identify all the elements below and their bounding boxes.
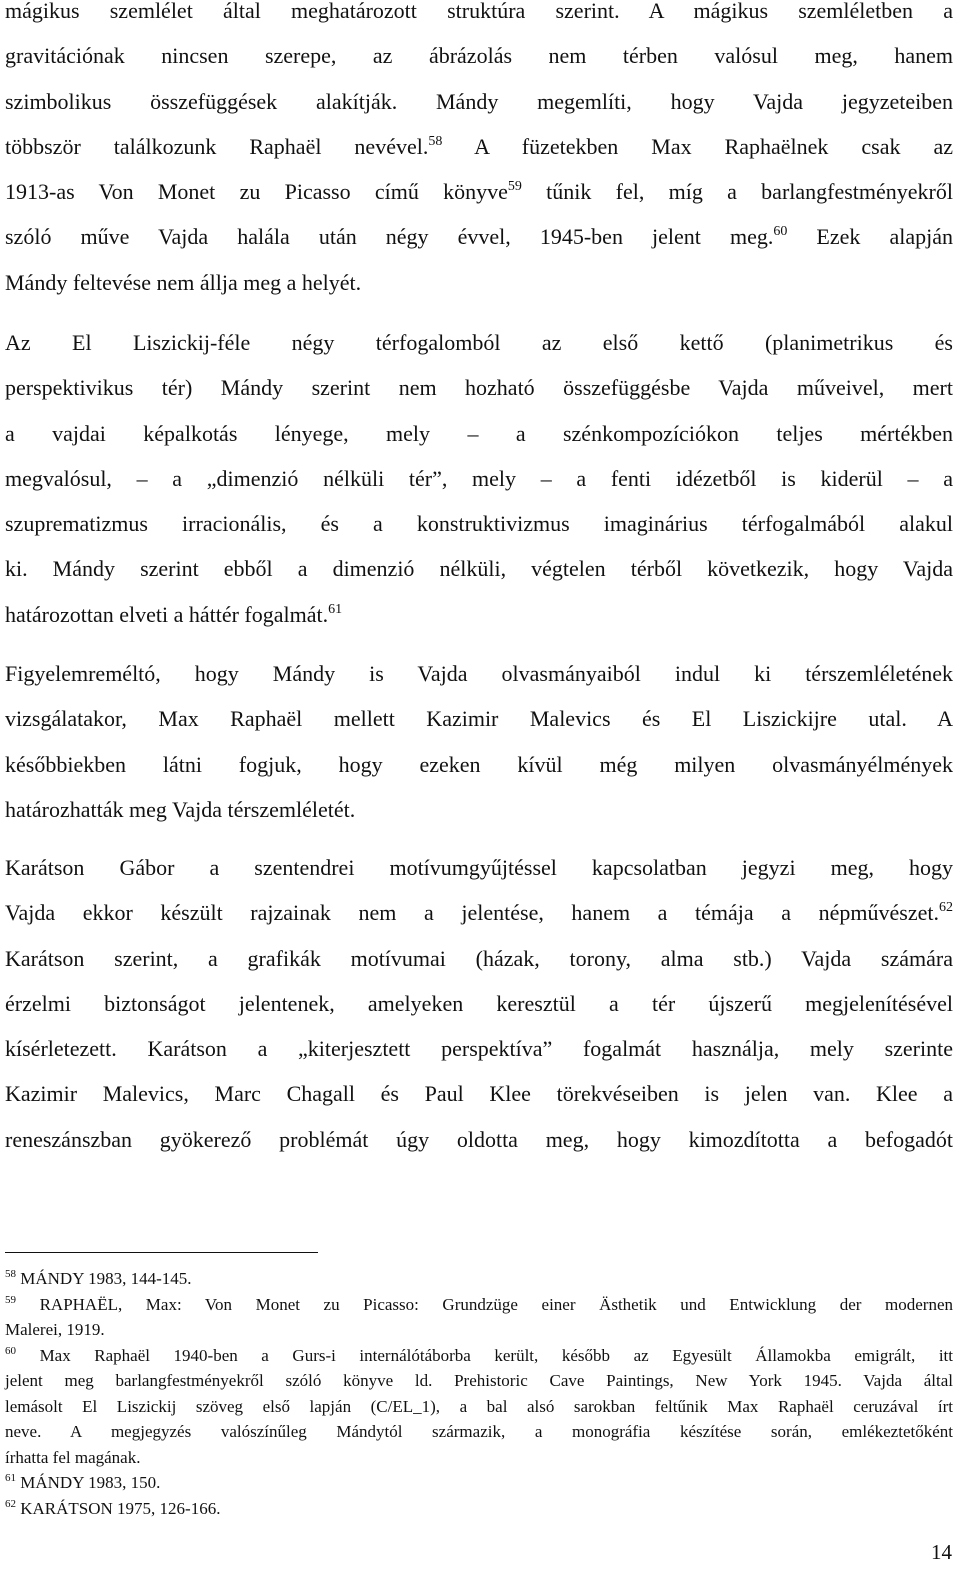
text-segment: tűnik fel, míg a barlangfestményekről [521,179,953,205]
footnote-text: MÁNDY 1983, 144-145. [20,1269,192,1288]
text-line: Karátson szerint, a grafikák motívumai (házak, torony, alma stb.) Vajda számára [5,945,953,971]
text-line: perspektivikus tér) Mándy szerint nem hozható összefüggésbe Vajda műveivel, mert [5,375,953,401]
footnote-number: 60 [5,1344,16,1357]
text-line: Kazimir Malevics, Marc Chagall és Paul Klee törekvéseiben is jelen van. Klee a [5,1081,953,1107]
paragraph [5,320,953,637]
footnote-text: jelent meg barlangfestményekről szóló könyve ld. Prehistoric Cave Paintings, New York 1945. Vajda által [5,1371,953,1390]
text-line: mágikus szemlélet által meghatározott struktúra szerint. A mágikus szemléletben a [5,0,953,23]
text-line [5,592,953,637]
footnote-text: MÁNDY 1983, 150. [20,1473,161,1492]
text-segment: 1913-as Von Monet zu Picasso című könyve [5,179,508,205]
footnote-text: KARÁTSON 1975, 126-166. [20,1498,221,1518]
footnote-number: 62 [5,1497,16,1510]
text-segment: többször találkozunk Raphaël nevével. [5,133,429,159]
footnote-line [5,1419,953,1445]
text-line: ki. Mándy szerint ebből a dimenzió nélküli, végtelen térből következik, hogy Vajda [5,556,953,582]
text-segment: A füzetekben Max Raphaëlnek csak az [442,133,953,159]
footnote-text: Max Raphaël 1940-ben a Gurs-i internálótáborba került, később az Egyesült Államokba emigrált, itt [39,1345,953,1365]
text-line: határozhatták meg Vajda térszemléletét. [5,796,356,822]
footnote-line [5,1445,953,1471]
footnote-number: 61 [5,1472,16,1484]
footnote-line [5,1368,953,1394]
footnote-line [5,1496,953,1522]
footnote-text: lemásolt El Liszickij szöveg első lapján (C/EL_1), a bal alsó sarokban feltűnik Max Raphaël ceruzával írt [5,1396,953,1416]
text-line: érzelmi biztonságot jelentenek, amelyeken keresztül a tér újszerű megjelenítésével [5,990,953,1016]
footnote-number: 59 [5,1293,16,1306]
footnotes [5,1266,953,1521]
footnote-line [5,1266,953,1292]
text-segment: Ezek alapján [787,224,953,250]
text-line: kísérletezett. Karátson a „kiterjesztett perspektíva” fogalmát használja, mely szerinte [5,1036,953,1062]
text-line: megvalósul, – a „dimenzió nélküli tér”, mely – a fenti idézetből is kiderül – a [5,465,953,491]
footnote-line [5,1317,953,1343]
text-line [5,124,953,169]
text-line [5,169,953,214]
footnote-reference[interactable]: 60 [773,224,788,240]
text-segment: határozottan elveti a háttér fogalmát. [5,601,329,627]
text-line: későbbiekben látni fogjuk, hogy ezeken kívül még milyen olvasmányélmények [5,751,953,777]
footnote-separator [5,1252,318,1253]
text-line: Figyelemreméltó, hogy Mándy is Vajda olvasmányaiból indul ki térszemléletének [5,661,953,686]
text-line: gravitációnak nincsen szerepe, az ábrázolás nem térben valósul meg, hanem [5,43,953,69]
footnote-number: 58 [5,1268,16,1280]
text-line [5,214,953,259]
footnote-reference[interactable]: 61 [328,601,343,617]
text-line [5,890,953,935]
footnote-text: RAPHAËL, Max: Von Monet zu Picasso: Grundzüge einer Ästhetik und Entwicklung der modernen [39,1294,953,1314]
text-line: szimbolikus összefüggések alakítják. Mándy megemlíti, hogy Vajda jegyzeteiben [5,88,953,114]
footnote-reference[interactable]: 58 [428,133,443,149]
paragraph [5,0,953,305]
footnote-reference[interactable]: 62 [939,900,953,916]
footnote-reference[interactable]: 59 [507,179,522,195]
text-line: reneszánszban gyökerező problémát úgy oldotta meg, hogy kimozdította a befogadót [5,1126,953,1152]
text-line: vizsgálatakor, Max Raphaël mellett Kazimir Malevics és El Liszickijre utal. A [5,706,953,732]
text-line: Karátson Gábor a szentendrei motívumgyűjtéssel kapcsolatban jegyzi meg, hogy [5,855,953,880]
text-segment: szóló műve Vajda halála után négy évvel, 1945-ben jelent meg. [5,224,774,250]
text-line: Az El Liszickij-féle négy térfogalomból az első kettő (planimetrikus és [5,330,953,355]
footnote-line [5,1470,953,1496]
text-segment: Vajda ekkor készült rajzainak nem a jelentése, hanem a témája a népművészet. [5,900,939,926]
paragraph [5,651,953,832]
page-number: 14 [931,1540,952,1564]
footnote-line [5,1394,953,1420]
footnote-line [5,1292,953,1318]
footnote-text: Malerei, 1919. [5,1320,105,1339]
text-line: Mándy feltevése nem állja meg a helyét. [5,269,362,295]
paragraph [5,845,953,1162]
footnote-line [5,1343,953,1369]
footnote-text: írhatta fel magának. [5,1447,141,1467]
text-line: szuprematizmus irracionális, és a konstruktivizmus imaginárius térfogalmából alakul [5,511,953,537]
footnote-text: neve. A megjegyzés valószínűleg Mándytól származik, a monográfia készítése során, emlékeztetőként [5,1422,953,1441]
text-line: a vajdai képalkotás lényege, mely – a szénkompozíciókon teljes mértékben [5,420,953,446]
